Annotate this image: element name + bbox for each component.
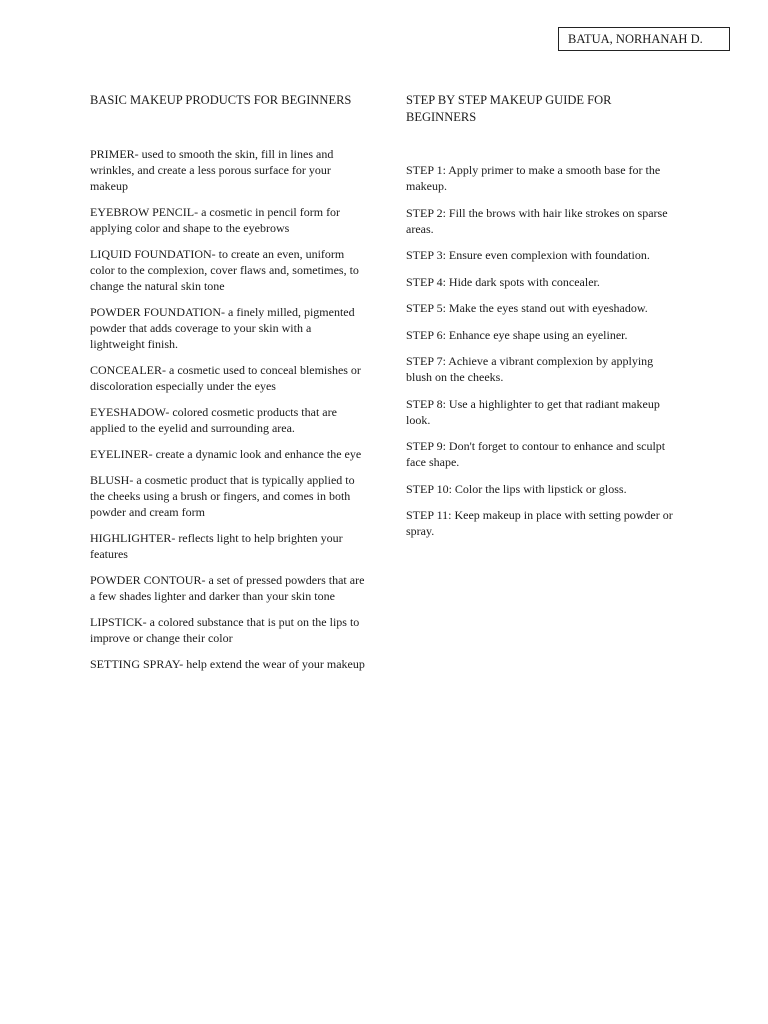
product-item-concealer: CONCEALER- a cosmetic used to conceal blemishes or discoloration especially under the eyes — [90, 362, 361, 393]
product-item-liquid-foundation: LIQUID FOUNDATION- to create an even, uniform color to the complexion, cover flaws and, sometimes, to change the natural skin tone — [90, 246, 359, 293]
products-column — [90, 92, 366, 682]
guide-step-5: STEP 5: Make the eyes stand out with eyeshadow. — [406, 301, 648, 315]
guide-step-2: STEP 2: Fill the brows with hair like strokes on sparse areas. — [406, 205, 668, 236]
product-item-powder-contour: POWDER CONTOUR- a set of pressed powders that are a few shades lighter and darker than your skin tone — [90, 572, 365, 603]
guide-step-8: STEP 8: Use a highlighter to get that radiant makeup look. — [406, 396, 660, 427]
guide-step-11: STEP 11: Keep makeup in place with setting powder or spray. — [406, 508, 673, 538]
guide-step-1: STEP 1: Apply primer to make a smooth base for the makeup. — [406, 163, 661, 193]
product-item-blush: BLUSH- a cosmetic product that is typically applied to the cheeks using a brush or fingers, and comes in both powder and cream form — [90, 472, 355, 519]
product-item-highlighter: HIGHLIGHTER- reflects light to help brighten your features — [90, 530, 343, 561]
product-item-lipstick: LIPSTICK- a colored substance that is put on the lips to improve or change their color — [90, 614, 360, 645]
product-item-primer: PRIMER- used to smooth the skin, fill in lines and wrinkles, and create a less porous surface for your makeup — [90, 146, 334, 193]
products-heading: BASIC MAKEUP PRODUCTS FOR BEGINNERS — [90, 93, 352, 107]
guide-step-10: STEP 10: Color the lips with lipstick or gloss. — [406, 481, 627, 496]
author-name-box: BATUA, NORHANAH D. — [558, 27, 730, 51]
product-item-powder-foundation: POWDER FOUNDATION- a finely milled, pigmented powder that adds coverage to your skin with a lightweight finish. — [90, 304, 355, 351]
product-item-eyeliner: EYELINER- create a dynamic look and enhance the eye — [90, 446, 362, 461]
guide-step-4: STEP 4: Hide dark spots with concealer. — [406, 274, 600, 289]
guide-column — [406, 92, 682, 550]
guide-heading: STEP BY STEP MAKEUP GUIDE FOR BEGINNERS — [406, 93, 612, 124]
guide-step-7: STEP 7: Achieve a vibrant complexion by applying blush on the cheeks. — [406, 354, 654, 384]
product-item-setting-spray: SETTING SPRAY- help extend the wear of your makeup — [90, 656, 365, 671]
product-item-eyeshadow: EYESHADOW- colored cosmetic products that are applied to the eyelid and surrounding area. — [90, 404, 337, 435]
guide-step-6: STEP 6: Enhance eye shape using an eyeliner. — [406, 327, 628, 342]
guide-step-3: STEP 3: Ensure even complexion with foundation. — [406, 248, 650, 262]
guide-step-9: STEP 9: Don't forget to contour to enhance and sculpt face shape. — [406, 439, 666, 469]
product-item-eyebrow-pencil: EYEBROW PENCIL- a cosmetic in pencil form for applying color and shape to the eyebrows — [90, 204, 341, 235]
